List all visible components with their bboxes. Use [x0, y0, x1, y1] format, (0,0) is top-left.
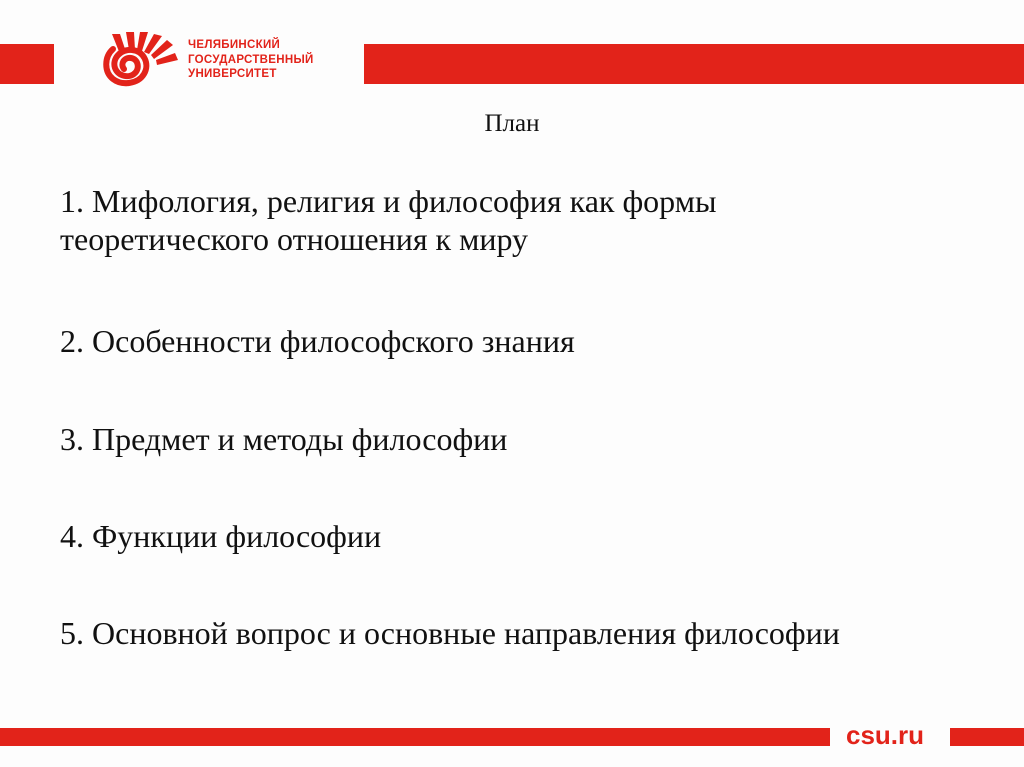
page-title: План	[484, 110, 540, 137]
list-item-text: 1. Мифология, религия и философия как формы	[60, 183, 717, 219]
list-item-text: теоретического отношения к миру	[60, 221, 529, 257]
footer-bar-right	[950, 728, 1024, 746]
university-name-line: ГОСУДАРСТВЕННЫЙ	[188, 53, 314, 66]
university-name	[188, 38, 314, 82]
list-item: 4. Функции философии	[60, 518, 382, 554]
list-item: 5. Основной вопрос и основные направления философии	[60, 615, 840, 651]
list-item: 3. Предмет и методы философии	[60, 421, 508, 457]
university-name-line: ЧЕЛЯБИНСКИЙ	[188, 39, 281, 51]
university-shell-logo-icon	[80, 31, 180, 99]
header-bar-left	[0, 44, 54, 84]
header-bar-right	[364, 44, 1024, 84]
site-link[interactable]: csu.ru	[846, 720, 925, 750]
list-item	[60, 182, 716, 258]
footer-bar-left	[0, 728, 830, 746]
list-item: 2. Особенности философского знания	[60, 323, 575, 359]
university-name-line: УНИВЕРСИТЕТ	[188, 68, 277, 80]
